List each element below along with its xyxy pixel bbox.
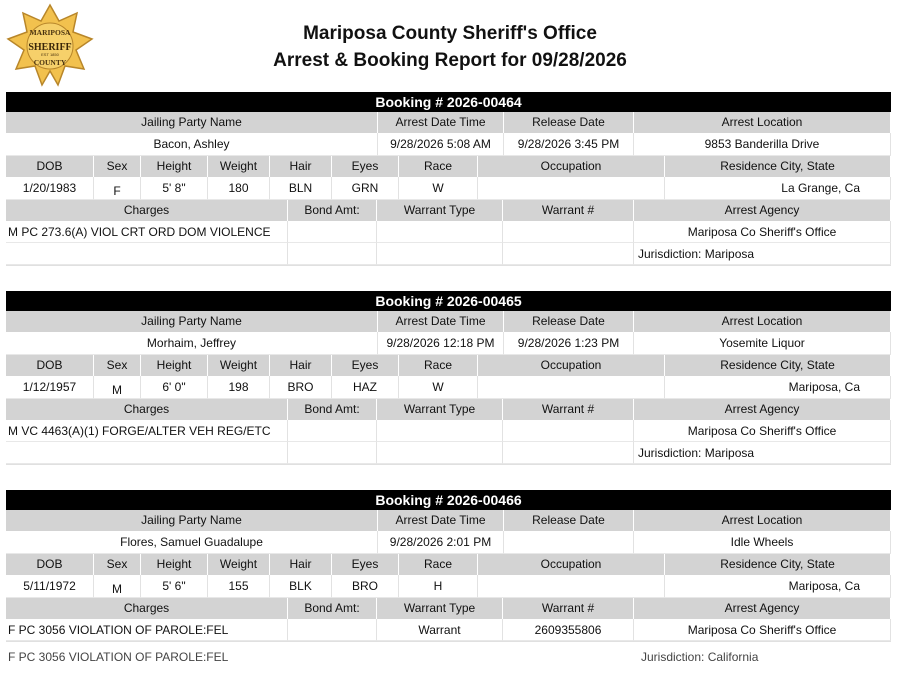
- label-arrest-agency: Arrest Agency: [634, 598, 891, 619]
- label-residence: Residence City, State: [665, 355, 891, 376]
- header-row: [6, 311, 891, 332]
- jurisdiction: Jurisdiction: Mariposa: [634, 442, 891, 464]
- label-occupation: Occupation: [478, 355, 665, 376]
- label-weight: Weight: [208, 156, 270, 177]
- dob-value: 1/12/1957: [6, 376, 94, 399]
- blank-cell: [288, 243, 377, 265]
- report-header: [0, 0, 900, 88]
- height-value: 5' 8": [141, 177, 208, 200]
- arrest-agency: Mariposa Co Sheriff's Office: [634, 420, 891, 442]
- label-charges: Charges: [6, 200, 288, 221]
- jurisdiction-row: [6, 243, 891, 265]
- blank-cell: [377, 243, 503, 265]
- label-hair: Hair: [270, 355, 332, 376]
- label-race: Race: [399, 355, 478, 376]
- label-warrant-number: Warrant #: [503, 200, 634, 221]
- eyes-value: GRN: [332, 177, 399, 200]
- value-row: [6, 420, 891, 442]
- label-dob: DOB: [6, 156, 94, 177]
- booking-record: [6, 291, 891, 465]
- label-hair: Hair: [270, 156, 332, 177]
- residence-value: Mariposa, Ca: [665, 376, 891, 399]
- label-release-date: Release Date: [504, 510, 634, 531]
- hair-value: BLK: [270, 575, 332, 598]
- dob-value: 5/11/1972: [6, 575, 94, 598]
- arrest-date-time: 9/28/2026 2:01 PM: [378, 531, 504, 554]
- dob-value: 1/20/1983: [6, 177, 94, 200]
- blank-cell: [503, 243, 634, 265]
- weight-value: 180: [208, 177, 270, 200]
- hair-value: BRO: [270, 376, 332, 399]
- eyes-value: BRO: [332, 575, 399, 598]
- eyes-value: HAZ: [332, 376, 399, 399]
- label-arrest-location: Arrest Location: [634, 112, 891, 133]
- value-row: [6, 376, 891, 399]
- badge-text-bottom: COUNTY: [33, 58, 67, 67]
- label-jailing-party-name: Jailing Party Name: [6, 112, 378, 133]
- charge-text: M VC 4463(A)(1) FORGE/ALTER VEH REG/ETC: [6, 420, 288, 442]
- label-arrest-agency: Arrest Agency: [634, 200, 891, 221]
- value-row: [6, 575, 891, 598]
- footer-charge: F PC 3056 VIOLATION OF PAROLE:FEL: [8, 650, 229, 664]
- header-row: [6, 355, 891, 376]
- header-row: [6, 200, 891, 221]
- booking-record: [6, 490, 891, 642]
- label-bond-amt: Bond Amt:: [288, 598, 377, 619]
- label-arrest-agency: Arrest Agency: [634, 399, 891, 420]
- residence-value: La Grange, Ca: [665, 177, 891, 200]
- label-sex: Sex: [94, 554, 141, 575]
- label-arrest-date-time: Arrest Date Time: [378, 311, 504, 332]
- label-bond-amt: Bond Amt:: [288, 399, 377, 420]
- label-height: Height: [141, 156, 208, 177]
- occupation-value: [478, 376, 665, 399]
- blank-cell: [6, 243, 288, 265]
- arrest-date-time: 9/28/2026 5:08 AM: [378, 133, 504, 156]
- occupation-value: [478, 575, 665, 598]
- blank-cell: [288, 442, 377, 464]
- booking-record: [6, 92, 891, 266]
- value-row: [6, 332, 891, 355]
- jailing-party-name: Flores, Samuel Guadalupe: [6, 531, 378, 554]
- label-height: Height: [141, 355, 208, 376]
- value-row: [6, 133, 891, 156]
- header-row: [6, 112, 891, 133]
- release-date: [504, 531, 634, 554]
- label-arrest-location: Arrest Location: [634, 510, 891, 531]
- release-date: 9/28/2026 1:23 PM: [504, 332, 634, 355]
- header-row: [6, 399, 891, 420]
- warrant-type: Warrant: [377, 619, 503, 641]
- label-charges: Charges: [6, 598, 288, 619]
- warrant-number: [503, 221, 634, 243]
- warrant-number: [503, 420, 634, 442]
- weight-value: 155: [208, 575, 270, 598]
- arrest-location: Yosemite Liquor: [634, 332, 891, 355]
- warrant-type: [377, 420, 503, 442]
- label-jailing-party-name: Jailing Party Name: [6, 311, 378, 332]
- label-weight: Weight: [208, 355, 270, 376]
- booking-number-header: Booking # 2026-00465: [6, 291, 891, 311]
- label-eyes: Eyes: [332, 355, 399, 376]
- label-arrest-date-time: Arrest Date Time: [378, 112, 504, 133]
- charge-text: M PC 273.6(A) VIOL CRT ORD DOM VIOLENCE: [6, 221, 288, 243]
- blank-cell: [6, 442, 288, 464]
- badge-text-small: EST 1850: [41, 52, 59, 57]
- value-row: [6, 619, 891, 641]
- label-charges: Charges: [6, 399, 288, 420]
- jurisdiction: Jurisdiction: Mariposa: [634, 243, 891, 265]
- label-release-date: Release Date: [504, 311, 634, 332]
- label-warrant-type: Warrant Type: [377, 399, 503, 420]
- booking-number-header: Booking # 2026-00464: [6, 92, 891, 112]
- badge-text-top: MARIPOSA: [29, 28, 71, 37]
- label-jailing-party-name: Jailing Party Name: [6, 510, 378, 531]
- header-row: [6, 156, 891, 177]
- arrest-date-time: 9/28/2026 12:18 PM: [378, 332, 504, 355]
- label-sex: Sex: [94, 355, 141, 376]
- label-dob: DOB: [6, 554, 94, 575]
- race-value: W: [399, 376, 478, 399]
- page-subtitle: Arrest & Booking Report for 09/28/2026: [273, 50, 627, 71]
- race-value: W: [399, 177, 478, 200]
- jurisdiction-row: [6, 442, 891, 464]
- label-warrant-type: Warrant Type: [377, 200, 503, 221]
- booking-number-header: Booking # 2026-00466: [6, 490, 891, 510]
- label-warrant-type: Warrant Type: [377, 598, 503, 619]
- value-row: [6, 221, 891, 243]
- badge-text-mid: SHERIFF: [28, 42, 72, 53]
- weight-value: 198: [208, 376, 270, 399]
- header-row: [6, 554, 891, 575]
- bond-amount: [288, 221, 377, 243]
- label-race: Race: [399, 554, 478, 575]
- label-eyes: Eyes: [332, 554, 399, 575]
- blank-cell: [377, 442, 503, 464]
- race-value: H: [399, 575, 478, 598]
- warrant-type: [377, 221, 503, 243]
- label-warrant-number: Warrant #: [503, 399, 634, 420]
- jailing-party-name: Morhaim, Jeffrey: [6, 332, 378, 355]
- label-sex: Sex: [94, 156, 141, 177]
- arrest-location: Idle Wheels: [634, 531, 891, 554]
- label-weight: Weight: [208, 554, 270, 575]
- label-hair: Hair: [270, 554, 332, 575]
- label-arrest-location: Arrest Location: [634, 311, 891, 332]
- hair-value: BLN: [270, 177, 332, 200]
- charge-text: F PC 3056 VIOLATION OF PAROLE:FEL: [6, 619, 288, 641]
- sex-value: M: [94, 575, 141, 598]
- value-row: [6, 531, 891, 554]
- arrest-location: 9853 Banderilla Drive: [634, 133, 891, 156]
- value-row: [6, 177, 891, 200]
- warrant-number: 2609355806: [503, 619, 634, 641]
- sex-value: M: [94, 376, 141, 399]
- release-date: 9/28/2026 3:45 PM: [504, 133, 634, 156]
- label-height: Height: [141, 554, 208, 575]
- header-row: [6, 598, 891, 619]
- label-occupation: Occupation: [478, 156, 665, 177]
- label-dob: DOB: [6, 355, 94, 376]
- bond-amount: [288, 619, 377, 641]
- footer-jurisdiction: Jurisdiction: California: [641, 650, 759, 664]
- label-release-date: Release Date: [504, 112, 634, 133]
- header-row: [6, 510, 891, 531]
- label-occupation: Occupation: [478, 554, 665, 575]
- label-race: Race: [399, 156, 478, 177]
- label-residence: Residence City, State: [665, 554, 891, 575]
- page-title: Mariposa County Sheriff's Office: [303, 23, 597, 44]
- sheriff-star-badge-icon: [6, 3, 94, 89]
- bond-amount: [288, 420, 377, 442]
- label-warrant-number: Warrant #: [503, 598, 634, 619]
- blank-cell: [503, 442, 634, 464]
- label-bond-amt: Bond Amt:: [288, 200, 377, 221]
- arrest-agency: Mariposa Co Sheriff's Office: [634, 619, 891, 641]
- occupation-value: [478, 177, 665, 200]
- height-value: 5' 6": [141, 575, 208, 598]
- residence-value: Mariposa, Ca: [665, 575, 891, 598]
- arrest-agency: Mariposa Co Sheriff's Office: [634, 221, 891, 243]
- label-eyes: Eyes: [332, 156, 399, 177]
- jailing-party-name: Bacon, Ashley: [6, 133, 378, 156]
- sex-value: F: [94, 177, 141, 200]
- label-arrest-date-time: Arrest Date Time: [378, 510, 504, 531]
- label-residence: Residence City, State: [665, 156, 891, 177]
- height-value: 6' 0": [141, 376, 208, 399]
